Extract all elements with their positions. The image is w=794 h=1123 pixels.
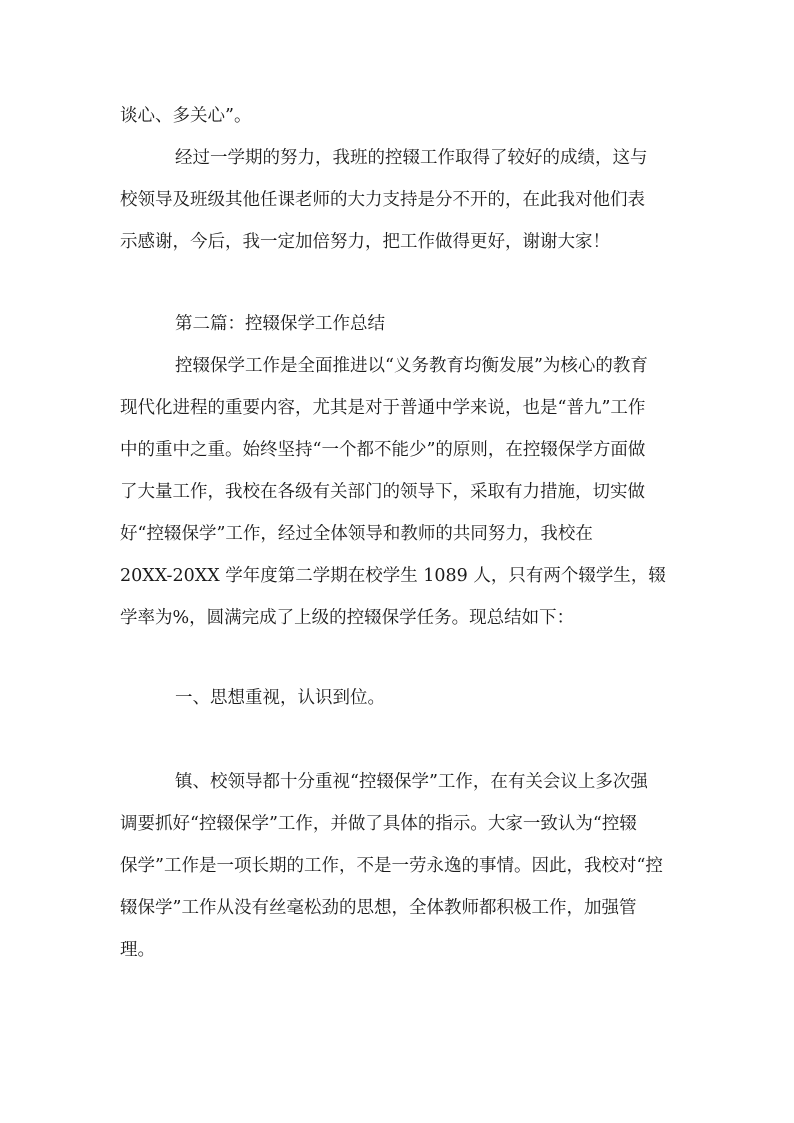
- section-heading: 第二篇：控辍保学工作总结: [175, 314, 385, 334]
- subsection-heading: 一、思想重视，认识到位。: [175, 688, 385, 708]
- paragraph-line: 理。: [120, 940, 155, 960]
- paragraph-line: 示感谢，今后，我一定加倍努力，把工作做得更好，谢谢大家！: [120, 232, 610, 252]
- paragraph-line: 学率为%，圆满完成了上级的控辍保学任务。现总结如下：: [120, 608, 575, 628]
- paragraph-line: 控辍保学工作是全面推进以“义务教育均衡发展”为核心的教育: [175, 356, 648, 376]
- paragraph-line: 经过一学期的努力，我班的控辍工作取得了较好的成绩，这与: [175, 148, 648, 168]
- paragraph-line: 辍保学”工作从没有丝毫松劲的思想，全体教师都积极工作，加强管: [120, 898, 637, 918]
- paragraph-line: 调要抓好“控辍保学”工作，并做了具体的指示。大家一致认为“控辍: [120, 814, 637, 834]
- paragraph-line: 现代化进程的重要内容，尤其是对于普通中学来说，也是“普九”工作: [120, 398, 646, 418]
- paragraph-line: 好“控辍保学”工作，经过全体领导和教师的共同努力，我校在: [120, 524, 593, 544]
- paragraph-line: 中的重中之重。始终坚持“一个都不能少”的原则，在控辍保学方面做: [120, 440, 646, 460]
- paragraph-line: 镇、校领导都十分重视“控辍保学”工作，在有关会议上多次强: [175, 772, 648, 792]
- paragraph-line: 20XX-20XX 学年度第二学期在校学生 1089 人，只有两个辍学生，辍: [120, 566, 666, 586]
- paragraph-line: 校领导及班级其他任课老师的大力支持是分不开的，在此我对他们表: [120, 190, 645, 210]
- paragraph-line: 保学”工作是一项长期的工作，不是一劳永逸的事情。因此，我校对“控: [120, 856, 663, 876]
- paragraph-line: 了大量工作，我校在各级有关部门的领导下，采取有力措施，切实做: [120, 482, 645, 502]
- paragraph-line: 谈心、多关心”。: [120, 106, 252, 126]
